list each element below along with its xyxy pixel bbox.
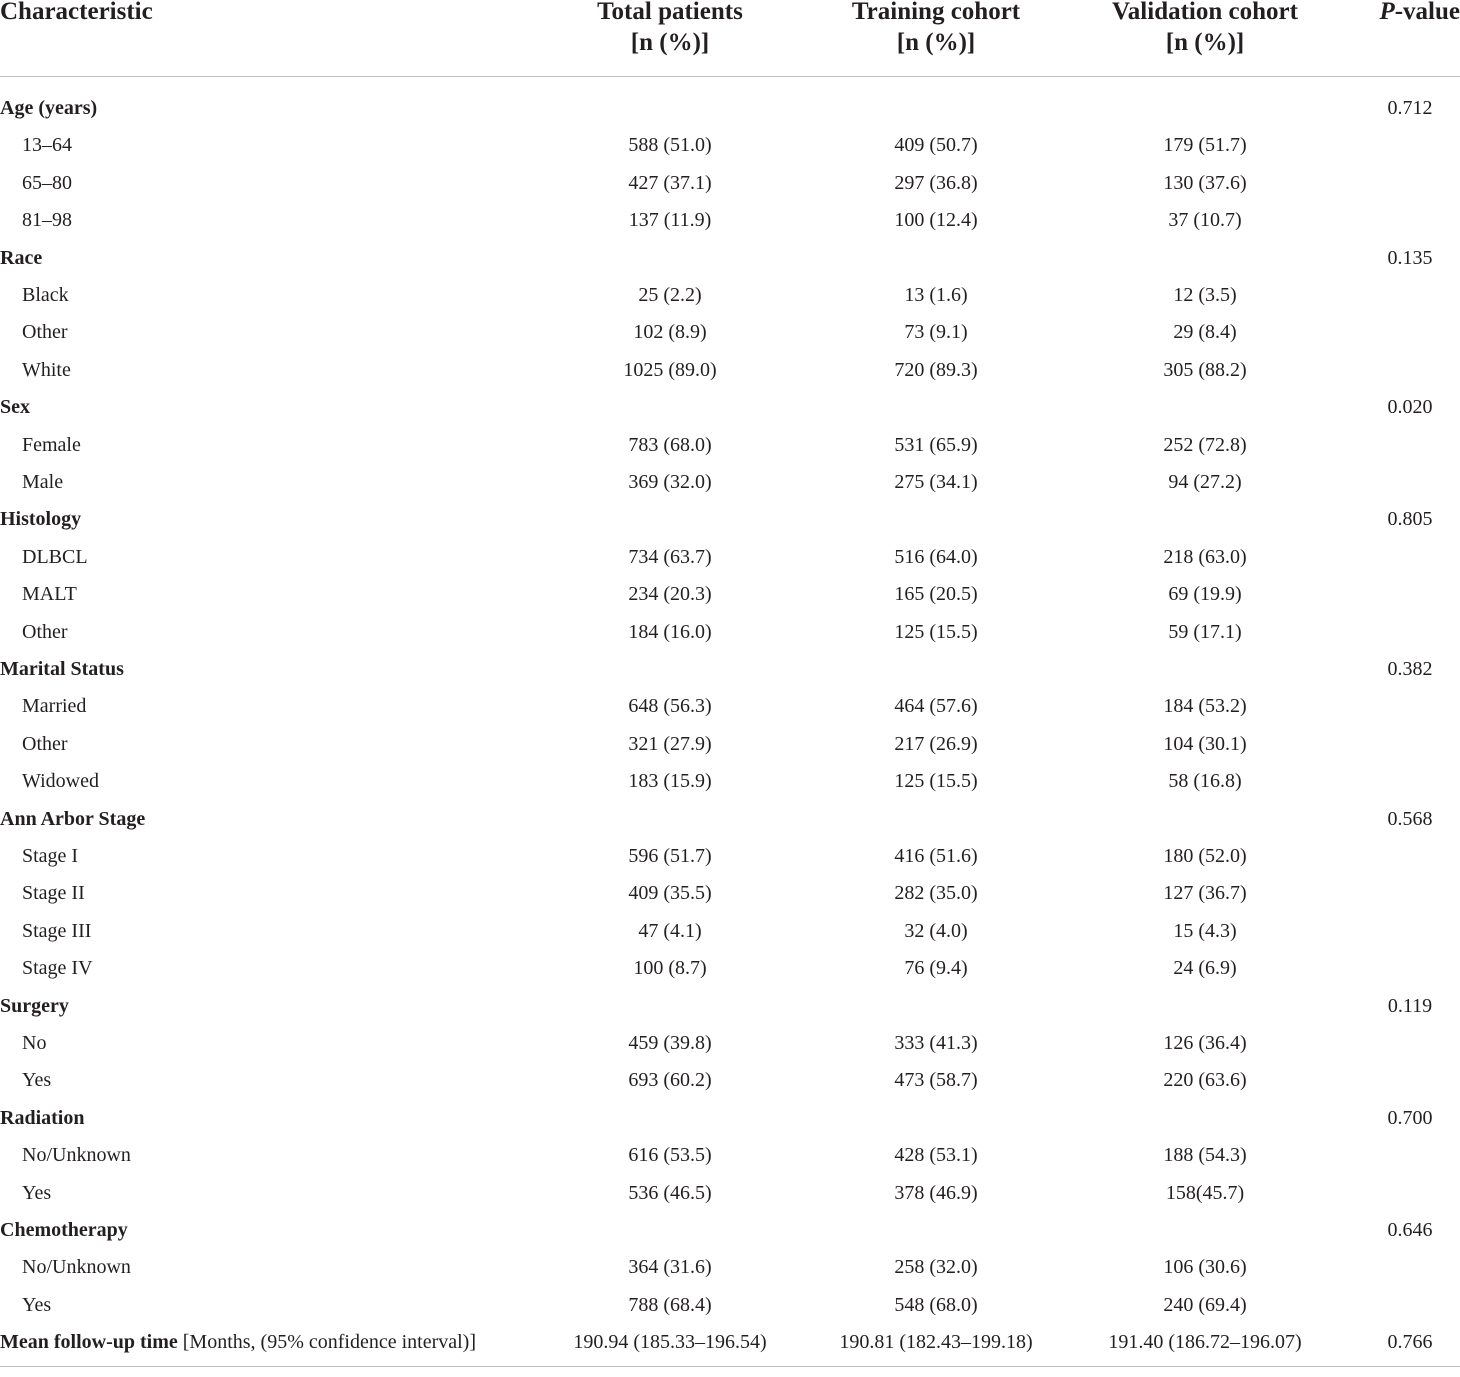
validation-value: 29 (8.4)	[1173, 321, 1237, 344]
p-value: 0.805	[1387, 508, 1433, 531]
training-value: 275 (34.1)	[894, 471, 978, 493]
total-value: 536 (46.5)	[628, 1181, 712, 1204]
group-row	[0, 90, 1460, 127]
validation-value: 12 (3.5)	[1173, 284, 1237, 306]
validation-value: 104 (30.1)	[1163, 732, 1247, 755]
validation-value: 218 (63.0)	[1163, 545, 1247, 568]
validation-value: 220 (63.6)	[1163, 1069, 1247, 1092]
p-value: 0.382	[1387, 658, 1433, 680]
validation-value: 180 (52.0)	[1163, 845, 1247, 867]
followup-p-value: 0.766	[1387, 1331, 1433, 1354]
training-value: 282 (35.0)	[894, 882, 978, 905]
header-p-italic: P	[1379, 0, 1395, 25]
table-row	[0, 1062, 1460, 1099]
validation-value: 184 (53.2)	[1163, 695, 1247, 718]
header-rule	[0, 76, 1460, 77]
row-label: Ann Arbor Stage	[0, 807, 146, 830]
group-row	[0, 651, 1460, 688]
training-value: 13 (1.6)	[904, 284, 968, 306]
row-label: Race	[0, 246, 43, 269]
group-row	[0, 501, 1460, 538]
p-value: 0.135	[1387, 246, 1433, 269]
validation-value: 126 (36.4)	[1163, 1032, 1247, 1054]
header-p-value	[1370, 0, 1460, 27]
row-label: Male	[22, 471, 64, 493]
total-value: 47 (4.1)	[638, 919, 702, 942]
table-row	[0, 875, 1460, 912]
total-value: 1025 (89.0)	[623, 358, 717, 381]
training-value: 416 (51.6)	[894, 845, 978, 867]
training-value: 100 (12.4)	[894, 209, 978, 232]
p-value: 0.020	[1387, 396, 1433, 419]
table-row	[0, 165, 1460, 202]
row-label: Yes	[22, 1181, 52, 1204]
total-value: 616 (53.5)	[628, 1144, 712, 1167]
training-value: 258 (32.0)	[894, 1256, 978, 1279]
row-label: MALT	[22, 583, 77, 606]
group-row	[0, 801, 1460, 838]
followup-label-rest: [Months, (95% confidence interval)]	[177, 1331, 476, 1354]
total-value: 234 (20.3)	[628, 583, 712, 606]
total-value: 459 (39.8)	[628, 1032, 712, 1054]
row-label: Surgery	[0, 994, 69, 1017]
table-row	[0, 352, 1460, 389]
table-row	[0, 1175, 1460, 1212]
validation-value: 37 (10.7)	[1168, 209, 1242, 232]
validation-value: 69 (19.9)	[1168, 583, 1242, 606]
row-label: Radiation	[0, 1106, 85, 1129]
total-value: 364 (31.6)	[628, 1256, 712, 1279]
table-row	[0, 127, 1460, 164]
followup-label-bold: Mean follow-up time	[0, 1331, 178, 1354]
bottom-rule	[0, 1366, 1460, 1367]
validation-value: 59 (17.1)	[1168, 620, 1242, 643]
total-value: 100 (8.7)	[633, 957, 707, 980]
table-row	[0, 688, 1460, 725]
header-total	[520, 0, 820, 58]
row-label: Yes	[22, 1069, 52, 1092]
validation-value: 188 (54.3)	[1163, 1144, 1247, 1167]
row-label: Other	[22, 321, 68, 344]
total-value: 596 (51.7)	[628, 845, 712, 867]
table-row	[0, 576, 1460, 613]
training-value: 378 (46.9)	[894, 1181, 978, 1204]
validation-value: 252 (72.8)	[1163, 433, 1247, 456]
total-value: 693 (60.2)	[628, 1069, 712, 1092]
table-row	[0, 1025, 1460, 1062]
followup-training: 190.81 (182.43–199.18)	[839, 1331, 1033, 1354]
validation-value: 305 (88.2)	[1163, 358, 1247, 381]
validation-value: 94 (27.2)	[1168, 471, 1242, 493]
p-value: 0.568	[1387, 807, 1433, 830]
total-value: 588 (51.0)	[628, 134, 712, 157]
table-row	[0, 427, 1460, 464]
table-row	[0, 464, 1460, 501]
table-row	[0, 763, 1460, 800]
training-value: 409 (50.7)	[894, 134, 978, 157]
header-validation	[1055, 0, 1355, 58]
p-value: 0.712	[1387, 97, 1433, 119]
total-value: 184 (16.0)	[628, 620, 712, 643]
training-value: 297 (36.8)	[894, 171, 978, 194]
total-value: 137 (11.9)	[628, 209, 712, 232]
row-label: Black	[22, 284, 69, 306]
table-row	[0, 1287, 1460, 1324]
header-characteristic	[0, 0, 153, 27]
group-row	[0, 389, 1460, 426]
training-value: 217 (26.9)	[894, 732, 978, 755]
row-label: DLBCL	[22, 545, 88, 568]
total-value: 102 (8.9)	[633, 321, 707, 344]
training-value: 531 (65.9)	[894, 433, 978, 456]
header-validation-line1: Validation cohort	[1112, 0, 1298, 25]
training-value: 73 (9.1)	[904, 321, 968, 344]
row-label: Other	[22, 620, 68, 643]
total-value: 321 (27.9)	[628, 732, 712, 755]
followup-validation: 191.40 (186.72–196.07)	[1108, 1331, 1302, 1354]
total-value: 25 (2.2)	[638, 284, 702, 306]
row-label: Sex	[0, 396, 30, 419]
training-value: 76 (9.4)	[904, 957, 968, 980]
row-label: Stage I	[22, 845, 79, 867]
training-value: 32 (4.0)	[904, 919, 968, 942]
validation-value: 179 (51.7)	[1163, 134, 1247, 157]
header-p-rest: -value	[1394, 0, 1460, 25]
table-row	[0, 913, 1460, 950]
row-label: White	[22, 358, 71, 381]
row-label: No/Unknown	[22, 1144, 131, 1167]
validation-value: 106 (30.6)	[1163, 1256, 1247, 1279]
header-validation-line2: [n (%)]	[1165, 29, 1245, 56]
training-value: 720 (89.3)	[894, 358, 978, 381]
table-row	[0, 539, 1460, 576]
total-value: 648 (56.3)	[628, 695, 712, 718]
followup-row	[0, 1324, 1460, 1361]
training-value: 473 (58.7)	[894, 1069, 978, 1092]
group-row	[0, 988, 1460, 1025]
row-label: 65–80	[22, 171, 72, 194]
row-label: Stage III	[22, 919, 92, 942]
header-training	[786, 0, 1086, 58]
table-row	[0, 726, 1460, 763]
row-label: Widowed	[22, 770, 99, 793]
validation-value: 24 (6.9)	[1173, 957, 1237, 980]
header-total-line2: [n (%)]	[630, 29, 710, 56]
followup-total: 190.94 (185.33–196.54)	[573, 1331, 767, 1354]
validation-value: 130 (37.6)	[1163, 171, 1247, 194]
table-row	[0, 202, 1460, 239]
total-value: 734 (63.7)	[628, 545, 712, 568]
table-row	[0, 1249, 1460, 1286]
row-label: Chemotherapy	[0, 1219, 128, 1241]
training-value: 464 (57.6)	[894, 695, 978, 718]
training-value: 548 (68.0)	[894, 1293, 978, 1316]
training-value: 428 (53.1)	[894, 1144, 978, 1167]
total-value: 183 (15.9)	[628, 770, 712, 793]
total-value: 427 (37.1)	[628, 171, 712, 194]
validation-value: 58 (16.8)	[1168, 770, 1242, 793]
row-label: Yes	[22, 1293, 52, 1316]
header-total-line1: Total patients	[597, 0, 743, 25]
row-label: Stage II	[22, 882, 85, 905]
validation-value: 240 (69.4)	[1163, 1293, 1247, 1316]
validation-value: 127 (36.7)	[1163, 882, 1247, 905]
header-training-line2: [n (%)]	[896, 29, 976, 56]
row-label: 81–98	[22, 209, 72, 232]
row-label: Married	[22, 695, 87, 718]
training-value: 165 (20.5)	[894, 583, 978, 606]
training-value: 125 (15.5)	[894, 770, 978, 793]
training-value: 516 (64.0)	[894, 545, 978, 568]
row-label: Other	[22, 732, 68, 755]
training-value: 125 (15.5)	[894, 620, 978, 643]
row-label: Marital Status	[0, 658, 124, 680]
total-value: 409 (35.5)	[628, 882, 712, 905]
table-row	[0, 277, 1460, 314]
row-label: No	[22, 1032, 47, 1054]
p-value: 0.119	[1387, 994, 1433, 1017]
total-value: 369 (32.0)	[628, 471, 712, 493]
validation-value: 15 (4.3)	[1173, 919, 1237, 942]
total-value: 783 (68.0)	[628, 433, 712, 456]
table-row	[0, 950, 1460, 987]
header-training-line1: Training cohort	[851, 0, 1021, 25]
table-row	[0, 314, 1460, 351]
row-label: Age (years)	[0, 97, 98, 119]
header-characteristic-label: Characteristic	[0, 0, 153, 25]
row-label: Stage IV	[22, 957, 93, 980]
table-row	[0, 1137, 1460, 1174]
followup-label	[0, 1324, 476, 1361]
training-value: 333 (41.3)	[894, 1032, 978, 1054]
row-label: No/Unknown	[22, 1256, 131, 1279]
total-value: 788 (68.4)	[628, 1293, 712, 1316]
validation-value: 158(45.7)	[1165, 1181, 1245, 1204]
group-row	[0, 240, 1460, 277]
group-row	[0, 1212, 1460, 1249]
row-label: 13–64	[22, 134, 72, 157]
row-label: Female	[22, 433, 81, 456]
p-value: 0.700	[1387, 1106, 1433, 1129]
table-row	[0, 838, 1460, 875]
group-row	[0, 1100, 1460, 1137]
p-value: 0.646	[1387, 1219, 1433, 1241]
row-label: Histology	[0, 508, 82, 531]
table-row	[0, 614, 1460, 651]
table-header	[0, 0, 1460, 77]
